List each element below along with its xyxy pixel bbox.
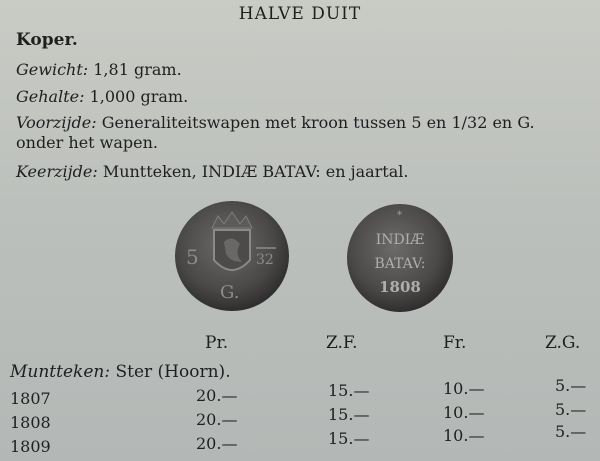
coin-reverse-image <box>345 202 455 314</box>
row-zf: 15.— <box>328 405 370 424</box>
material: Koper. <box>16 30 78 50</box>
coin-reverse-line2: BATAV: <box>374 256 426 272</box>
obverse-text-1: Generaliteitswapen met kroon tussen 5 en 1/32 en G. <box>101 113 535 132</box>
mint-mark-label: Muntteken: <box>10 362 111 382</box>
row-zf: 15.— <box>328 381 370 400</box>
row-fr: 10.— <box>443 379 485 398</box>
coin-reverse-line3: 1808 <box>379 278 421 296</box>
mint-mark-value: Ster (Hoorn). <box>115 362 231 382</box>
weight-label: Gewicht: <box>16 60 89 79</box>
weight-line <box>16 60 182 79</box>
obverse-text-2: onder het wapen. <box>16 133 159 152</box>
row-year: 1807 <box>10 389 51 408</box>
row-fr: 10.— <box>443 403 485 422</box>
coin-obverse-image <box>172 198 292 313</box>
mint-mark-line <box>10 362 231 382</box>
coin-obverse-letter: G. <box>220 282 240 303</box>
row-pr: 20.— <box>196 386 238 405</box>
reverse-line <box>16 162 408 181</box>
row-pr: 20.— <box>196 410 238 429</box>
content-label: Gehalte: <box>16 87 85 106</box>
coin-obverse-left-num: 5 <box>186 245 199 269</box>
weight-value: 1,81 gram. <box>93 60 182 79</box>
obverse-label: Voorzijde: <box>16 113 97 132</box>
row-year: 1808 <box>10 413 51 432</box>
reverse-label: Keerzijde: <box>16 162 98 181</box>
svg-text:*: * <box>397 210 402 221</box>
header-pr: Pr. <box>205 333 229 353</box>
row-zg: 5.— <box>555 400 587 419</box>
reverse-value: Muntteken, INDIÆ BATAV: en jaartal. <box>102 162 409 181</box>
row-year: 1809 <box>10 437 51 456</box>
obverse-line <box>16 113 535 132</box>
row-zf: 15.— <box>328 429 370 448</box>
row-fr: 10.— <box>443 426 485 445</box>
header-fr: Fr. <box>443 333 467 353</box>
page-title: HALVE DUIT <box>238 4 362 24</box>
header-zf: Z.F. <box>326 333 358 353</box>
coin-reverse-line1: INDIÆ <box>375 232 425 248</box>
row-zg: 5.— <box>555 376 587 395</box>
content-value: 1,000 gram. <box>89 87 189 106</box>
row-zg: 5.— <box>555 422 587 441</box>
coin-obverse-right-num: 32 <box>256 252 274 268</box>
row-pr: 20.— <box>196 434 238 453</box>
header-zg: Z.G. <box>545 333 581 353</box>
content-line <box>16 87 188 106</box>
